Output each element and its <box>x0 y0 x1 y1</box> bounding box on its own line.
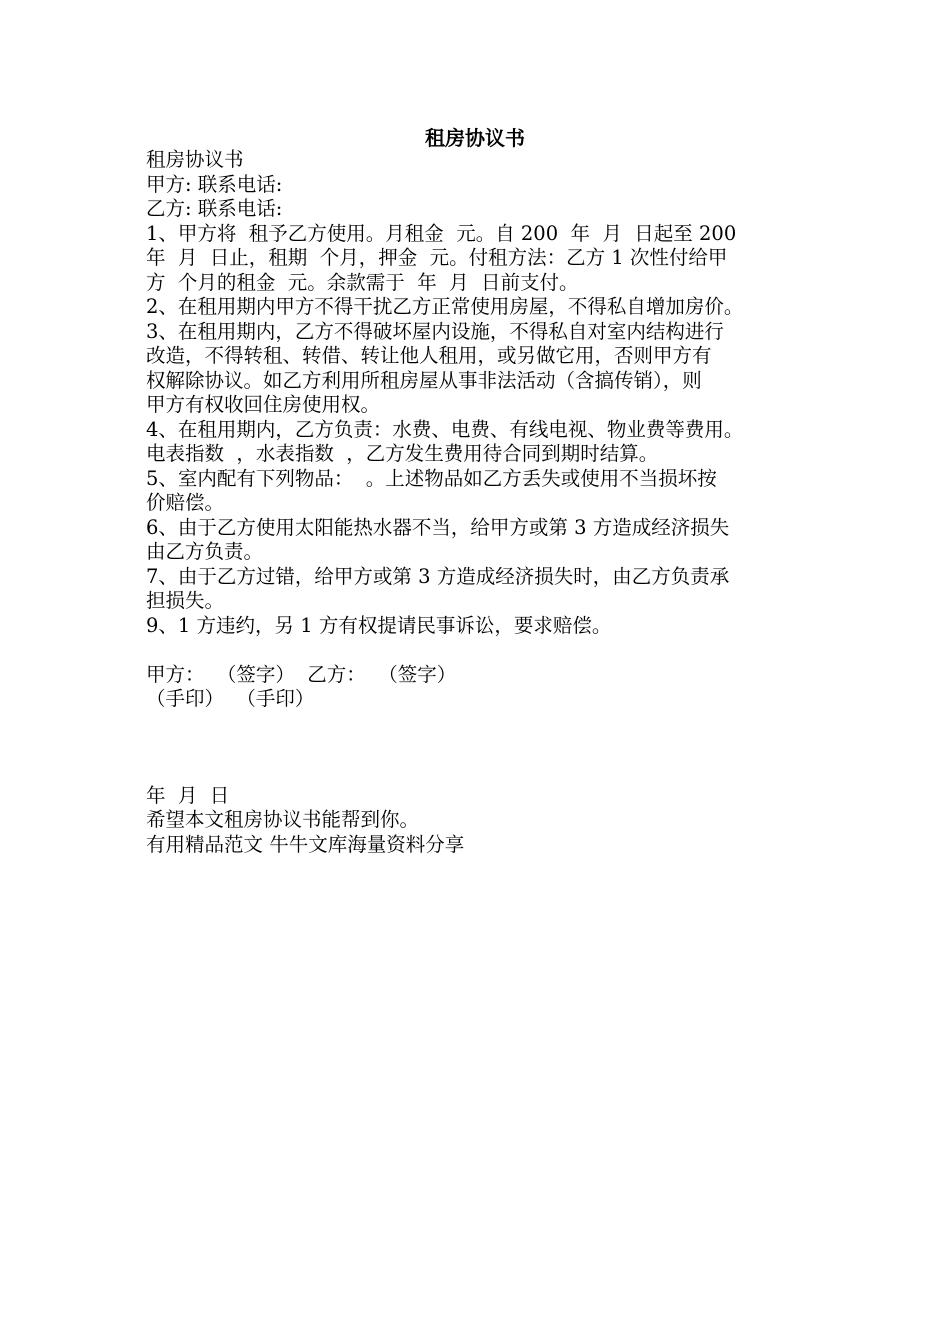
blank-spacer <box>146 638 826 663</box>
closing-line-1: 希望本文租房协议书能帮到你。 <box>146 808 420 831</box>
date-line: 年 月 日 <box>146 783 230 807</box>
party-b-line: 乙方: 联系电话: <box>146 197 283 220</box>
clause-7-line-2: 担损失。 <box>146 589 225 612</box>
clause-3-line-3: 权解除协议。如乙方利用所租房屋从事非法活动（含搞传销），则 <box>146 368 702 392</box>
clause-5-line-2: 价赔偿。 <box>146 491 225 514</box>
document-body <box>146 148 826 857</box>
clause-9-line-1: 9、1 方违约，另 1 方有权提请民事诉讼，要求赔偿。 <box>146 613 612 637</box>
clause-5-line-1: 5、室内配有下列物品： 。上述物品如乙方丢失或使用不当损坏按 <box>146 466 717 490</box>
signature-line: 甲方： （签字） 乙方： （签字） <box>146 662 457 686</box>
clause-6-line-1: 6、由于乙方使用太阳能热水器不当，给甲方或第 3 方造成经济损失 <box>146 515 730 539</box>
document-title: 租房协议书 <box>425 126 525 150</box>
fingerprint-line: （手印） （手印） <box>146 687 315 710</box>
party-a-line: 甲方: 联系电话: <box>146 172 283 196</box>
clause-6-line-2: 由乙方负责。 <box>146 540 264 563</box>
clause-7-line-1: 7、由于乙方过错，给甲方或第 3 方造成经济损失时，由乙方负责承 <box>146 564 730 588</box>
clause-3-line-1: 3、在租用期内，乙方不得破坏屋内设施，不得私自对室内结构进行 <box>146 319 724 343</box>
subtitle-line: 租房协议书 <box>146 148 244 171</box>
clause-4-line-2: 电表指数 ，水表指数 ，乙方发生费用待合同到期时结算。 <box>146 442 659 465</box>
blank-spacer-large <box>146 712 826 784</box>
closing-line-2: 有用精品范文 牛牛文库海量资料分享 <box>146 832 465 856</box>
clause-1-line-3: 方 个月的租金 元。余款需于 年 月 日前支付。 <box>146 270 579 294</box>
clause-1-line-2: 年 月 日止，租期 个月，押金 元。付租方法：乙方 1 次性付给甲 <box>146 246 728 269</box>
clause-2-line-1: 2、在租用期内甲方不得干扰乙方正常使用房屋，不得私自增加房价。 <box>146 295 744 318</box>
clause-3-line-4: 甲方有权收回住房使用权。 <box>146 393 381 416</box>
clause-4-line-1: 4、在租用期内，乙方负责：水费、电费、有线电视、物业费等费用。 <box>146 417 744 441</box>
clause-3-line-2: 改造，不得转租、转借、转让他人租用，或另做它用，否则甲方有 <box>146 344 712 367</box>
clause-1-line-1: 1、甲方将 租予乙方使用。月租金 元。自 200 年 月 日起至 200 <box>146 221 737 245</box>
